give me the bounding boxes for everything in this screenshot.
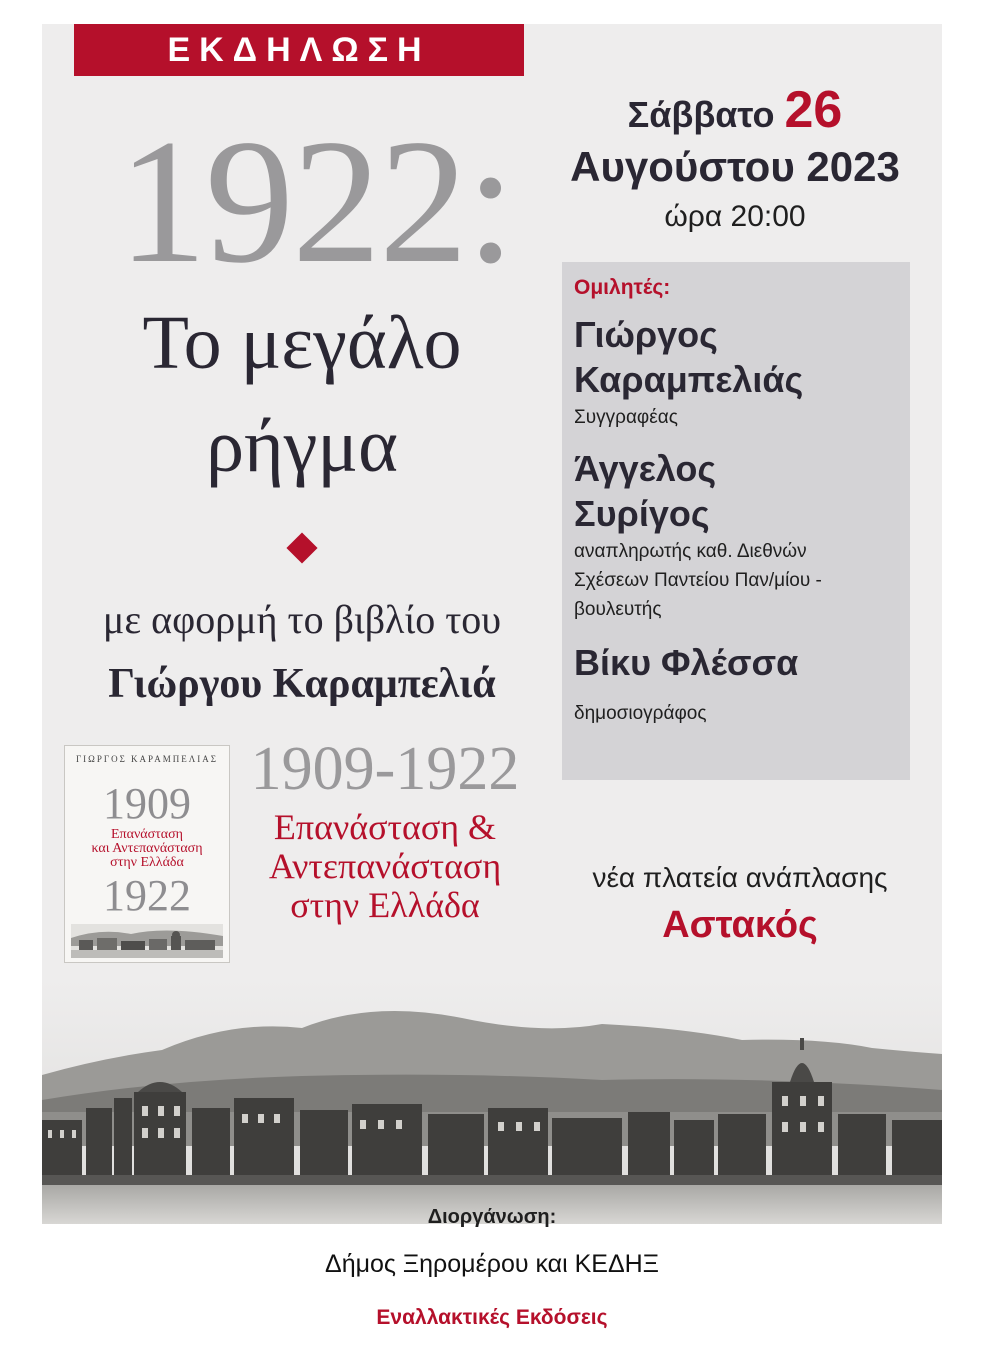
book-title-subtitle-line: Επανάσταση & [273, 807, 497, 847]
venue-town: Αστακός [662, 904, 818, 946]
speaker-name: Βίκυ Φλέσσα [574, 642, 799, 683]
speakers-heading: Ομιλητές: [574, 276, 671, 299]
book-cover-subtitle-line: στην Ελλάδα [110, 855, 184, 870]
speaker-role: αναπληρωτής καθ. Διεθνών [574, 541, 807, 562]
event-day-number: 26 [784, 81, 843, 139]
event-month-year: Αυγούστου 2023 [570, 143, 900, 190]
book-author-name: Γιώργου Καραμπελιά [108, 661, 496, 707]
book-title-years: 1909-1922 [250, 735, 520, 803]
speaker-name: Γιώργος [574, 314, 718, 355]
book-cover-year-top: 1909 [103, 779, 191, 828]
speaker-name: Καραμπελιάς [574, 359, 804, 400]
event-time: ώρα 20:00 [664, 200, 806, 233]
speaker-name: Συρίγος [574, 493, 710, 534]
speakers-panel [562, 262, 910, 780]
speaker-name: Άγγελος [574, 448, 717, 489]
harbor-photo [42, 980, 942, 1224]
title-line-2: ρήγμα [206, 404, 398, 488]
speaker-role: Συγγραφέας [574, 407, 678, 428]
organizer-name: Δήμος Ξηρομέρου και ΚΕΔΗΞ [325, 1250, 659, 1278]
speaker-role: Σχέσεων Παντείου Παν/μίου - [574, 570, 822, 591]
speaker-role: δημοσιογράφος [574, 703, 707, 724]
book-cover-year-bottom: 1922 [103, 871, 191, 920]
book-title-subtitle-line: στην Ελλάδα [290, 885, 480, 925]
book-title-subtitle [230, 808, 540, 925]
book-cover-image [64, 745, 230, 963]
venue-place: νέα πλατεία ανάπλασης [592, 862, 888, 893]
speaker-role: βουλευτής [574, 599, 662, 620]
organizer-label: Διοργάνωση: [427, 1206, 557, 1228]
event-banner: ΕΚΔΗΛΩΣΗ [74, 24, 524, 76]
book-intro-text: με αφορμή το βιβλίο του [102, 597, 502, 642]
book-title-subtitle-line: Αντεπανάσταση [268, 846, 502, 886]
book-cover-subtitle-line: Επανάσταση [111, 827, 183, 842]
event-weekday-day [540, 82, 930, 143]
publisher-name: Εναλλακτικές Εκδόσεις [376, 1306, 608, 1329]
title-line-1: Το μεγάλο [142, 301, 462, 385]
book-cover-harbor-illustration [71, 924, 223, 958]
title-year: 1922: [118, 102, 514, 300]
book-cover-subtitle-line: και Αντεπανάσταση [91, 841, 203, 856]
book-cover-author: ΓΙΩΡΓΟΣ ΚΑΡΑΜΠΕΛΙΑΣ [75, 754, 219, 764]
event-weekday: Σάββατο [627, 94, 775, 135]
book-cover-subtitle [65, 828, 229, 870]
